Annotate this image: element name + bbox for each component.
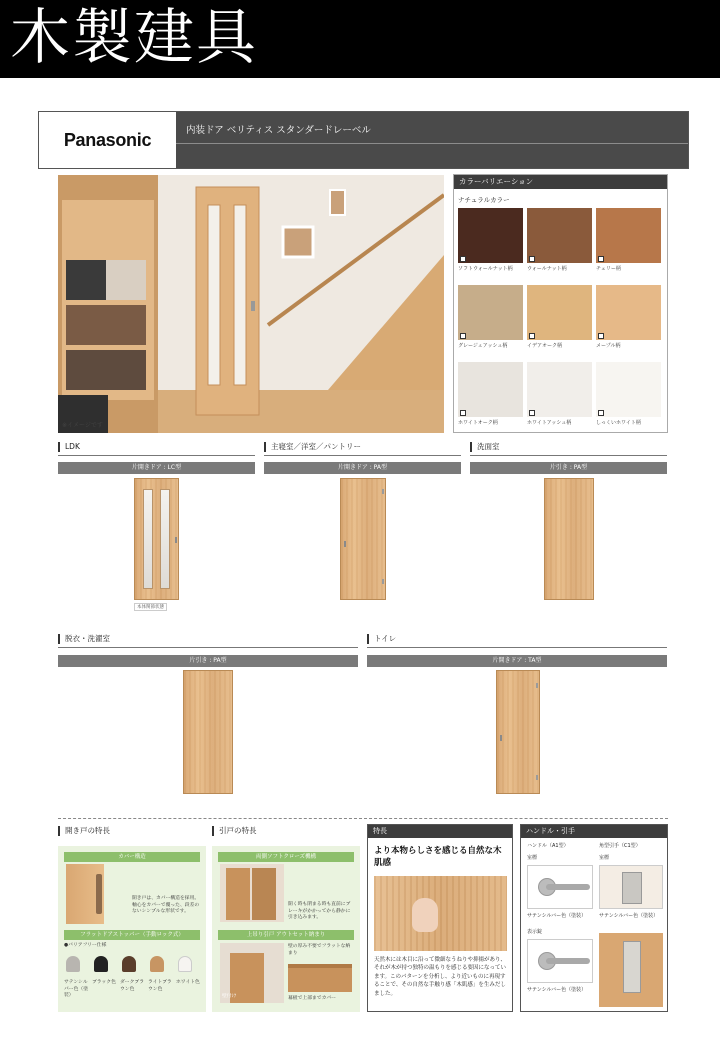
stopper-color-label: サテンシルバー色（塗装） <box>64 980 88 998</box>
door-type-toilet: 片開きドア : TA型 <box>367 655 667 667</box>
swatch-4[interactable] <box>458 285 523 340</box>
lever-color-2: サテンシルバー色（塗装） <box>527 987 587 993</box>
pull-handle-title: 角型引手（C1型） <box>599 843 641 849</box>
door-panel <box>226 868 250 920</box>
wood-grain <box>374 876 507 951</box>
lever-standard-label: 室標 <box>527 855 538 861</box>
stopper-color-label: ダークブラウン色 <box>120 980 144 992</box>
door-glass <box>160 489 170 589</box>
feature-card <box>367 824 513 1012</box>
outset-text: 壁の厚み不要でフラットな納まり <box>288 944 351 956</box>
door-caption: 本体関節状態 <box>134 603 167 611</box>
room-label-toilet: トイレ <box>367 634 396 644</box>
product-header <box>38 111 689 169</box>
swatch-checkbox[interactable] <box>529 410 535 416</box>
door-hinge <box>536 683 538 688</box>
swatch-2[interactable] <box>527 208 592 263</box>
wood-grain <box>341 479 385 599</box>
swatch-label: ウォールナット柄 <box>527 266 567 272</box>
swatch-label: ソフトウォールナット柄 <box>458 266 513 272</box>
door-handle <box>344 541 346 547</box>
hinge-cover <box>96 874 102 914</box>
door-hinge <box>382 579 384 584</box>
handles-title: ハンドル・引手 <box>521 825 667 838</box>
wood-grain <box>497 671 539 793</box>
wood-grain <box>135 479 178 599</box>
swatch-1[interactable] <box>458 208 523 263</box>
pull-recess <box>622 872 642 904</box>
swatch-checkbox[interactable] <box>598 333 604 339</box>
stopper-color-label: ライトブラウン色 <box>148 980 172 992</box>
stopper-white <box>178 956 192 972</box>
door-type-bedroom: 片開きドア : PA型 <box>264 462 461 474</box>
room-illustration <box>58 175 444 433</box>
section-divider <box>367 647 667 648</box>
room-label-laundry: 脱衣・洗濯室 <box>58 634 110 644</box>
section-divider <box>264 455 461 456</box>
section-divider <box>470 455 667 456</box>
stopper-black <box>94 956 108 972</box>
swatch-label: ホワイトアッシュ柄 <box>527 420 572 426</box>
cover-structure-bar: カバー構造 <box>64 852 200 862</box>
lever-arm <box>546 884 590 890</box>
swing-features-panel <box>58 846 206 1012</box>
pull-color: サテンシルバー色（塗装） <box>599 913 659 919</box>
swatch-label: グレージュアッシュ柄 <box>458 343 508 349</box>
palette-subtitle: ナチュラルカラー <box>458 196 510 204</box>
lever-arm <box>546 958 590 964</box>
door-stopper-bar: フラットドアストッパー（手動ロック式） <box>64 930 200 940</box>
room-label-bedroom: 主寝室／洋室／パントリー <box>264 442 361 452</box>
door-lc <box>134 478 179 600</box>
outset-bar: 上吊り引戸 アウトセット納まり <box>218 930 354 940</box>
stopper-dark-brown <box>122 956 136 972</box>
banner-title: 木製建具 <box>10 3 258 73</box>
pull-handle-installed <box>599 933 663 1007</box>
fascia-text: 幕板で上部までカバー <box>288 996 336 1001</box>
door-type-ldk: 片開きドア : LC型 <box>58 462 255 474</box>
display-lock-image <box>527 939 593 983</box>
door-handle <box>500 735 502 741</box>
palette-title: カラーバリエーション <box>454 175 667 189</box>
swatch-5[interactable] <box>527 285 592 340</box>
door-handle <box>175 537 177 543</box>
header-band <box>176 112 688 168</box>
slide-door-pa <box>544 478 594 600</box>
door-ta <box>496 670 540 794</box>
soft-close-bar: 両側ソフトクローズ機構 <box>218 852 354 862</box>
room-label-washroom: 洗面室 <box>470 442 500 452</box>
section-divider <box>58 647 358 648</box>
wood-grain <box>184 671 232 793</box>
door-glass <box>143 489 153 589</box>
swatch-9[interactable] <box>596 362 661 417</box>
swatch-checkbox[interactable] <box>529 256 535 262</box>
swatch-checkbox[interactable] <box>529 333 535 339</box>
swatch-checkbox[interactable] <box>460 256 466 262</box>
color-palette <box>453 174 668 433</box>
swatch-checkbox[interactable] <box>598 256 604 262</box>
swatch-label: チェリー柄 <box>596 266 621 272</box>
hand <box>412 898 438 932</box>
door-hinge <box>536 775 538 780</box>
stopper-colors <box>64 952 200 976</box>
feature-title: 特長 <box>368 825 512 838</box>
section-divider <box>58 455 255 456</box>
lever-handle-title: ハンドル（A1型） <box>527 843 569 849</box>
soft-close-photo <box>220 864 284 922</box>
photo-note: ※イメージです <box>62 422 103 429</box>
door-type-washroom: 片引き : PA型 <box>470 462 667 474</box>
wood-grain <box>545 479 593 599</box>
stopper-color-label: ホワイト色 <box>176 980 200 985</box>
swatch-checkbox[interactable] <box>598 410 604 416</box>
product-subtitle: 内装ドア ベリティス スタンダードレーベル <box>186 125 371 136</box>
door-hinge <box>382 489 384 494</box>
swatch-7[interactable] <box>458 362 523 417</box>
swatch-label: しっくいホワイト柄 <box>596 420 641 426</box>
slide-door-laundry <box>183 670 233 794</box>
soft-close-text: 開く時も閉まる時も直前にブレーキがかかってから静かに引き込みます。 <box>288 902 351 920</box>
wall-label: 壁付け <box>222 994 237 999</box>
lever-handle-image <box>527 865 593 909</box>
barrier-free-note: ●バリアフリー仕様 <box>64 943 107 948</box>
room-photo <box>58 175 444 433</box>
cover-structure-text: 開き戸は、カバー構造を採用。軸心をカバーで覆った、段差のないシンプルな形状です。 <box>132 896 200 914</box>
swatch-8[interactable] <box>527 362 592 417</box>
stopper-light-brown <box>150 956 164 972</box>
stopper-silver <box>66 956 80 972</box>
top-banner <box>0 0 720 78</box>
pull-recess <box>623 941 641 993</box>
swatch-checkbox[interactable] <box>460 410 466 416</box>
handles-card <box>520 824 668 1012</box>
brand-logo: Panasonic <box>39 112 176 168</box>
door-panel <box>252 868 276 920</box>
feature-body: 天然木には木目に沿って微細なうねりや抑揚があり、それが木が持つ独特の温もりを感じる要因になっています。このパターンを分析し、より近いものに再現することで、その自然な手触り感「木肌感」を生みだしました。 <box>374 957 507 997</box>
swatch-label: メープル柄 <box>596 343 621 349</box>
cover-photo <box>66 864 104 924</box>
pull-handle-image <box>599 865 663 909</box>
swatch-checkbox[interactable] <box>460 333 466 339</box>
swatch-3[interactable] <box>596 208 661 263</box>
swatch-6[interactable] <box>596 285 661 340</box>
swatch-label: ホワイトオーク柄 <box>458 420 498 426</box>
lever-color-1: サテンシルバー色（塗装） <box>527 913 587 919</box>
slide-features-panel <box>212 846 360 1012</box>
feature-headline: より本物らしさを感じる自然な木肌感 <box>374 846 502 868</box>
room-label-ldk: LDK <box>58 442 80 452</box>
dashed-separator <box>58 818 668 819</box>
display-lock-label: 表示錠 <box>527 929 543 935</box>
fascia-photo <box>288 964 352 992</box>
swatch-label: イデアオーク柄 <box>527 343 562 349</box>
wood-texture-photo <box>374 876 507 951</box>
door-pa <box>340 478 386 600</box>
pull-standard-label: 室標 <box>599 855 610 861</box>
swing-features-title: 開き戸の特長 <box>58 826 110 836</box>
stopper-color-label: ブラック色 <box>92 980 116 985</box>
header-divider <box>176 143 688 144</box>
slide-features-title: 引戸の特長 <box>212 826 257 836</box>
door-type-laundry: 片引き : PA型 <box>58 655 358 667</box>
